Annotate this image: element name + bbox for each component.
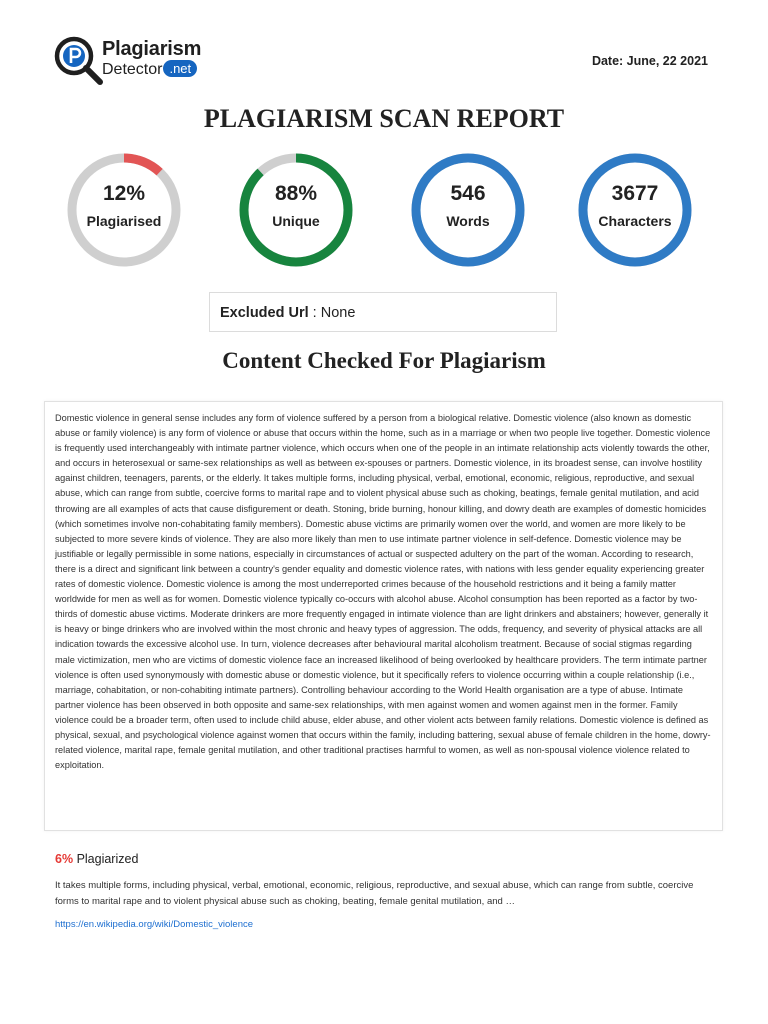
match-label: Plagiarized <box>76 852 139 866</box>
stat-value: 3677 <box>611 182 659 205</box>
excluded-url-separator: : <box>308 305 321 321</box>
stat-value: 12% <box>102 182 146 205</box>
report-title: PLAGIARISM SCAN REPORT <box>203 104 565 133</box>
excluded-url-box <box>209 292 557 332</box>
logo <box>54 36 224 88</box>
logo-net-badge: .net <box>163 60 197 77</box>
stat-unique <box>238 152 354 268</box>
stat-value: 546 <box>450 182 486 205</box>
match-excerpt: It takes multiple forms, including physical, verbal, emotional, economic, religious, reproductive, and sexual abuse, which can range from subtle, coercive forms to marital rape and to violent physical abuse such as choking, beating, female genital mutilation, and … <box>55 880 694 907</box>
checked-content <box>44 401 723 831</box>
stat-label: Characters <box>598 213 672 229</box>
excluded-url-label: Excluded Url <box>220 305 309 321</box>
logo-wordmark-bottom <box>102 60 197 79</box>
stat-label: Plagiarised <box>86 213 162 229</box>
ring-track <box>72 158 176 262</box>
ring-progress <box>583 158 687 262</box>
ring-progress <box>416 158 520 262</box>
logo-wordmark-top: Plagiarism <box>102 38 202 60</box>
excluded-url-value: None <box>320 305 356 321</box>
content-title: Content Checked For Plagiarism <box>222 348 546 373</box>
stat-label: Unique <box>272 213 320 229</box>
checked-content-text: Domestic violence in general sense includes any form of violence suffered by a person from a biological relative. Domestic violence (also known as domestic abuse or family violence) is any form of violence or abuse that occurs within the home, such as in a marriage or when two people live together. Domestic violence is frequently used interchangeably with intimate partner violence, which occurs when one of the people in an intimate relationship acts violently towards the other, and occurs in heterosexual or same-sex relationships as well as between ex-spouses or partners. Domestic violence, in its broadest sense, can involve hostility against children, teenagers, parents, or the elderly. It takes multiple forms, including physical, verbal, emotional, economic, religious, reproductive, and sexual abuse, which can range from subtle, coercive forms to marital rape and to violent physical abuse such as choking, beatings, female genital mutilation, and acid throwing are all examples of acts that cause disfigurement or death. Stoning, bride burning, honour killing, and dowry death are examples of domestic homicides (which sometimes involve non-cohabitating family members). Domestic abuse victims are primarily women over the world, and women are more likely to be subjected to more severe kinds of violence. They are also more likely than men to use intimate partner violence in self-defence. Domestic violence may be justifiable or legally permissible in some nations, especially in circumstances of actual or suspected adultery on the part of the woman. According to research, there is a direct and significant link between a country's gender equality and domestic violence rates, with nations with less gender equality experiencing greater rates of domestic violence. Domestic violence is among the most underreported crimes because of the household restrictions and it being a family matter worldwide for men as well as for women. Domestic violence typically co-occurs with alcohol abuse. Alcohol consumption has been reported as a factor by two-thirds of domestic abuse victims. Moderate drinkers are more frequently engaged in intimate violence than are light drinkers and abstainers; however, generally it is heavy or binge drinkers who are involved within the most chronic and heavy types of aggression. The odds, frequency, and severity of physical attacks are all indication towards the excessive alcohol use. In turn, violence decreases after behavioural marital alcoholism treatment. Because of social stigmas regarding male victimization, men who are victims of domestic violence face an increased likelihood of being overlooked by healthcare providers. The term intimate partner violence is often used synonymously with domestic abuse or domestic violence, but it specifically refers to violence occurring within a couple relationship (i.e., marriage, cohabitation, or non-cohabiting intimate partners). Controlling behaviour according to the World Health organisation are a type of abuse. Intimate partner violence has been observed in both opposite and same-sex relationships, with men against women and women against men in the former. Family violence could be a broader term, often used to include child abuse, elder abuse, and other violent acts between family relations. Domestic violence is defined as physical, sexual, and psychological violence against women that occurs within the family, including battering, sexual abuse of female children in the home, dowry-related violence, marital rape, female genital mutilation, and other traditional practises harmful to women, as well as non-spousal violence violence related to exploitation. <box>55 413 711 771</box>
stat-characters <box>577 152 693 268</box>
stat-words <box>410 152 526 268</box>
match-percent: 6% <box>55 852 74 866</box>
logo-detector-text: Detector <box>102 61 163 78</box>
stat-plagiarised <box>66 152 182 268</box>
ring-progress <box>244 158 348 262</box>
match-header <box>55 852 138 866</box>
match-source-link[interactable]: https://en.wikipedia.org/wiki/Domestic_violence <box>55 919 254 930</box>
stat-value: 88% <box>274 182 318 205</box>
stat-label: Words <box>446 213 490 229</box>
report-date: Date: June, 22 2021 <box>591 54 708 68</box>
